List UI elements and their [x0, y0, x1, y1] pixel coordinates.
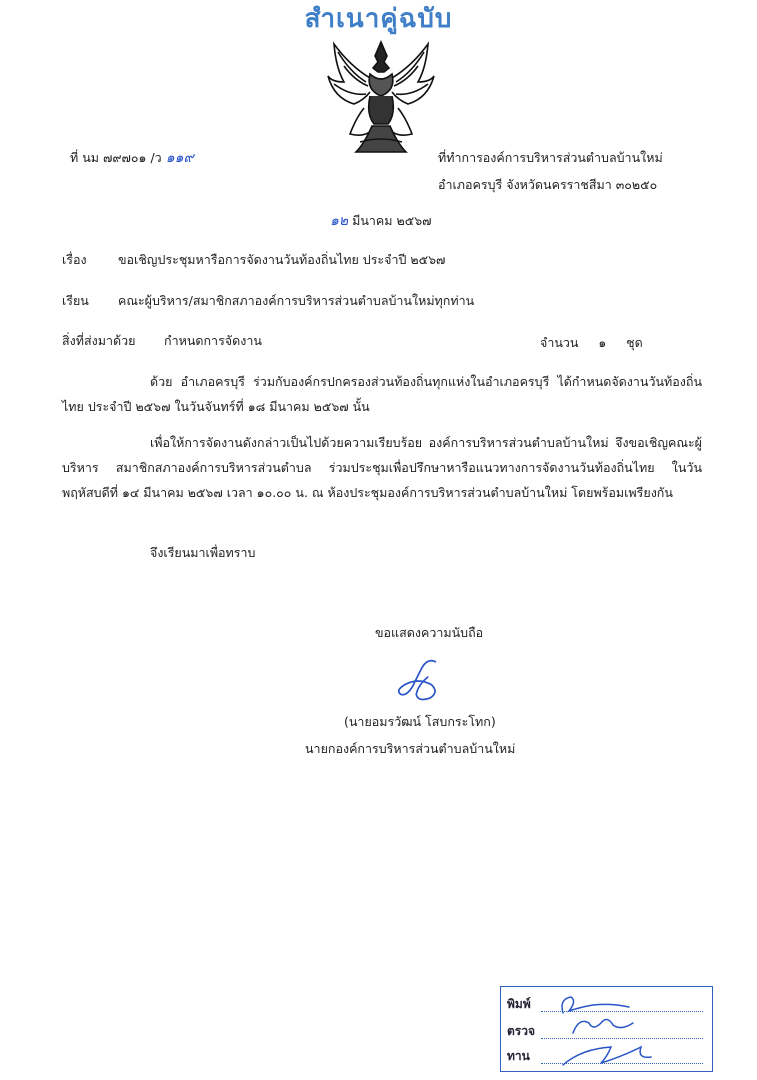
subject-label: เรื่อง — [62, 252, 87, 267]
proof-label: ทาน — [507, 1049, 530, 1063]
print-label: พิมพ์ — [507, 997, 531, 1011]
signer-title: นายกองค์การบริหารส่วนตำบลบ้านใหม่ — [305, 741, 516, 756]
check-label: ตรวจ — [507, 1024, 536, 1038]
enclosure-text: กำหนดการจัดงาน — [164, 333, 262, 348]
letter-date — [330, 212, 432, 230]
closing-request: จึงเรียนมาเพื่อทราบ — [150, 545, 256, 560]
reference-prefix: ที่ นม ๗๙๗๐๑ /ว — [70, 150, 162, 165]
reference-number — [70, 149, 194, 167]
signer-name: (นายอมรวัฒน์ โสบกระโทก) — [344, 714, 496, 729]
office-address-line-1: ที่ทำการองค์การบริหารส่วนตำบลบ้านใหม่ — [438, 150, 663, 165]
garuda-emblem-icon — [326, 38, 436, 156]
recipient-text: คณะผู้บริหาร/สมาชิกสภาองค์การบริหารส่วนตำบลบ้านใหม่ทุกท่าน — [118, 293, 475, 308]
approval-stamp-box — [500, 986, 713, 1072]
office-address-line-2: อำเภอครบุรี จังหวัดนครราชสีมา ๓๐๒๕๐ — [438, 177, 658, 192]
initials-signature-icon — [541, 987, 701, 1071]
enclosure-quantity: จำนวน ๑ ชุด — [540, 335, 643, 350]
date-handwritten-day: ๑๒ — [330, 213, 349, 229]
subject-text: ขอเชิญประชุมหารือการจัดงานวันท้องถิ่นไทย ประจำปี ๒๕๖๗ — [118, 252, 446, 267]
body-paragraph-2: เพื่อให้การจัดงานดังกล่าวเป็นไปด้วยความเรียบร้อย องค์การบริหารส่วนตำบลบ้านใหม่ จึงขอเชิญคณะผู้บริหาร สมาชิกสภาองค์การบริหารส่วนตำบล ร่วมประชุมเพื่อปรึกษาหารือแนวทางการจัดงานวันท้องถิ่นไทย ในวันพฤหัสบดีที่ ๑๔ มีนาคม ๒๕๖๗ เวลา ๑๐.๐๐ น. ณ ห้องประชุมองค์การบริหารส่วนตำบลบ้านใหม่ โดยพร้อมเพรียงกัน — [62, 435, 702, 500]
reference-handwritten-number: ๑๑๙ — [165, 150, 194, 166]
closing-salutation: ขอแสดงความนับถือ — [375, 625, 484, 640]
recipient-label: เรียน — [62, 293, 89, 308]
signature-icon — [392, 656, 452, 704]
body-paragraph-1: ด้วย อำเภอครบุรี ร่วมกับองค์กรปกครองส่วนท้องถิ่นทุกแห่งในอำเภอครบุรี ได้กำหนดจัดงานวันท้องถิ่นไทย ประจำปี ๒๕๖๗ ในวันจันทร์ที่ ๑๘ มีนาคม ๒๕๖๗ นั้น — [62, 374, 702, 414]
date-month-year: มีนาคม ๒๕๖๗ — [352, 213, 432, 228]
copy-stamp-title: สำเนาคู่ฉบับ — [304, 4, 453, 34]
enclosure-label: สิ่งที่ส่งมาด้วย — [62, 333, 136, 348]
